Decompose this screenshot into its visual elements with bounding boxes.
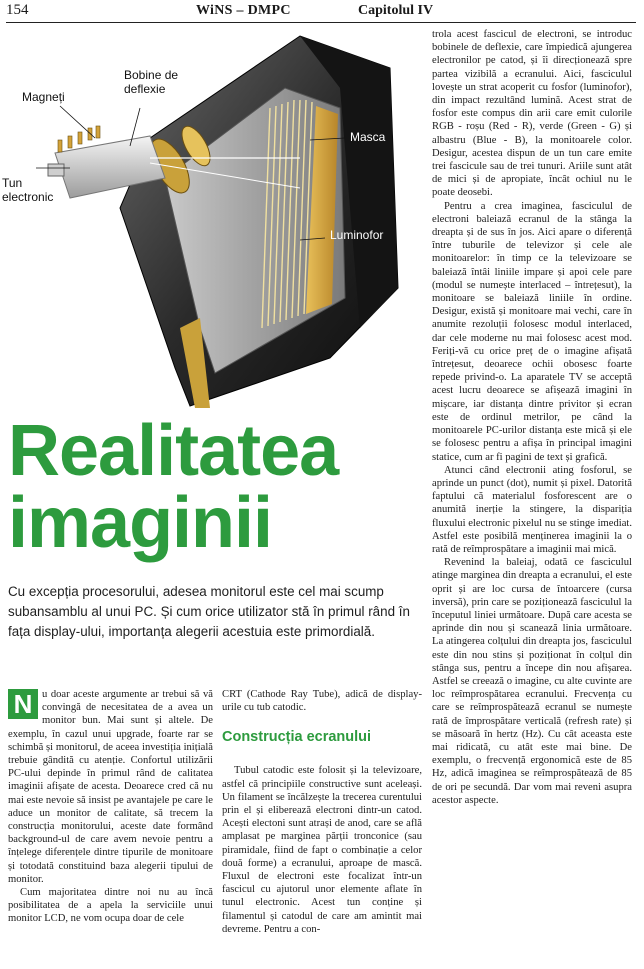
article-title-line-2: imaginii [8,483,273,563]
page-number: 154 [6,2,29,18]
label-masca: Masca [350,130,386,144]
page-header [6,2,636,24]
paragraph: Tubul catodic este folosit și la televizoare, astfel că principiile constructive sunt aceleași. Un filament se încălzește la trecerea curentului prin el și eliberează electroni dintr-un catod. Acești electoni sunt atrași de anod, care se află amplasat pe marginea părții tronconice (sau piramidale, fiind de fapt o combinație a celor două forme) a ecranului, aproape de mască. Fluxul de electroni este focalizat într-un fascicul cu ajutorul unor elemente aflate în tunul electronic. Acest tun conține și filamentul și catodul de care am amintit mai devreme. Pentru a con- [222,765,422,935]
article-title-line-1: Realitatea [8,411,339,491]
crt-illustration [0,28,430,413]
text-column-middle [222,688,422,936]
crt-tube-drawing [0,28,430,413]
label-luminofor: Luminofor [330,228,384,242]
paragraph: Revenind la baleiaj, odată ce fasciculul atinge marginea din dreapta a ecranului, el este oprit și are loc cursa de întoarcere (cursa inversă), prin care se poziționează fasciculul la începutul liniei următoare. După care acesta se aprinde din nou și scanează linia următoare. La atingerea colțului din dreapta jos, fasciculul este din nou stins și poziționat în colțul din stânga sus, pentru a începe din nou afișarea. Astfel se creează o imagine, cu alte cuvinte are loc reîmprospătarea ecranului. Frecvența cu care se reîmprospătează ecranul se numește rată de împrospătare verticală (refresh rate) și se măsoară în hertz (Hz). Cu cât aceasta este mai ridicată, cu atât este mai bine. De exemplu, o frecvență ergonomică este de 85 Hz, adică imaginea se reîmprospătează de 85 de ori pe secundă. Dar vom mai reveni asupra acestor aspecte. [432,557,632,806]
section-heading: Construcția ecranului [222,729,372,746]
paragraph: Pentru a crea imaginea, fasciculul de electroni baleiază ecranul de la stânga la dreapta și de sus în jos. Aici apare o diferență între tuburile de televizor și cele ale monitoarelor: în timp ce la televizoare se baleiază întâi liniile impare și apoi cele pare (modul se numește interlaced – întrețesut), la monitoare se baleiază liniile în ordine. Desigur, există și monitoare mai vechi, care în anumite rezoluții folosesc modul interlaced, dar cele moderne nu mai folosesc acest mod. Feriți-vă cu orice preț de o imagine afișată întrețesut, deoarece ochii obosesc foarte repede privind-o. La aparatele TV se acceptă acest lucru deoarece se afișează imagini în mișcare, iar distanța dintre privitor și ecran este de ordinul metrilor, pe când la monitoarele PC-urilor distanța este mică și ele se folosesc pentru a afișa în principal imagini statice, cum ar fi pagini de text și grafică. [432,200,632,463]
paragraph: N u doar aceste argumente ar trebui să vă convingă de necesitatea de a avea un monitor bun. Mai sunt și altele. De exemplu, în cazul unui upgrade, foarte rar se schimbă și monitorul, de aceea investiția inițială trebuie gândită cu atenție. Confortul utilizării PC-ului depinde în primul rând de calitatea imaginii afișate de acesta. Deoarece cred că nu mai este nevoie să insist pe avantajele pe care le aduce un monitor de calitate, să trecem la construcția monitorului, aceste date formând background-ul de care avem nevoie pentru a înțelege diferențele dintre tipurile de monitoare și totodată constituind baza alegerii tipului de monitor. [8,689,213,885]
paragraph: Atunci când electronii ating fosforul, se aprinde un punct (dot), numit și pixel. Datorită faptului că materialul fosforescent are o anumită inerție la stingere, la dispariția fluxului electronic pixelul nu se stinge imediat. Astfel este posibilă menținerea imaginii la o rată de reîmprospătare a imaginii mai mică. [432,464,632,555]
label-bobine-deflexie: Bobine de deflexie [124,68,179,96]
paragraph: trola acest fascicul de electroni, se introduc bobinele de deflexie, care împiedică ajungerea electronilor pe catod, și îi direcționează spre partea vizibilă a ecranului. Aici, fasciculul lovește un strat acoperit cu fosfor (luminofor), din impact rezultând lumină. Acest strat de fosfor este compus din arii care emit culorile RGB - roșu (Red - R), verde (Green - G) și albastru (Blue - B), la monitoarele color. Desigur, acestea dispun de un tun care emite trei fascicule sau de trei tunuri. Ariile sunt atât de mici și de apropiate, încât ochiul nu le poate deosebi. [432,29,632,199]
drop-cap: N [8,689,38,719]
label-magneti: Magneți [22,90,65,104]
article-lead: Cu excepția procesorului, adesea monitorul este cel mai scump subansamblu al unui PC. Și cum orice utilizator stă în primul rând în fața display-ului, importanța alegerii acestuia este primordială. [8,584,410,639]
text-column-right [432,28,632,807]
header-rule [6,22,636,23]
text-column-left [8,688,213,926]
label-tun-electronic: Tun electronic [2,176,54,204]
publication-name: WiNS – DMPC [196,3,291,18]
paragraph: CRT (Cathode Ray Tube), adică de display-urile cu tub catodic. [222,689,422,714]
paragraph: Cum majoritatea dintre noi nu au încă posibilitatea de a apela la serviciile unui monitor LCD, ne vom ocupa doar de cele [8,887,213,925]
chapter-name: Capitolul IV [358,3,434,18]
article-title [8,411,433,563]
